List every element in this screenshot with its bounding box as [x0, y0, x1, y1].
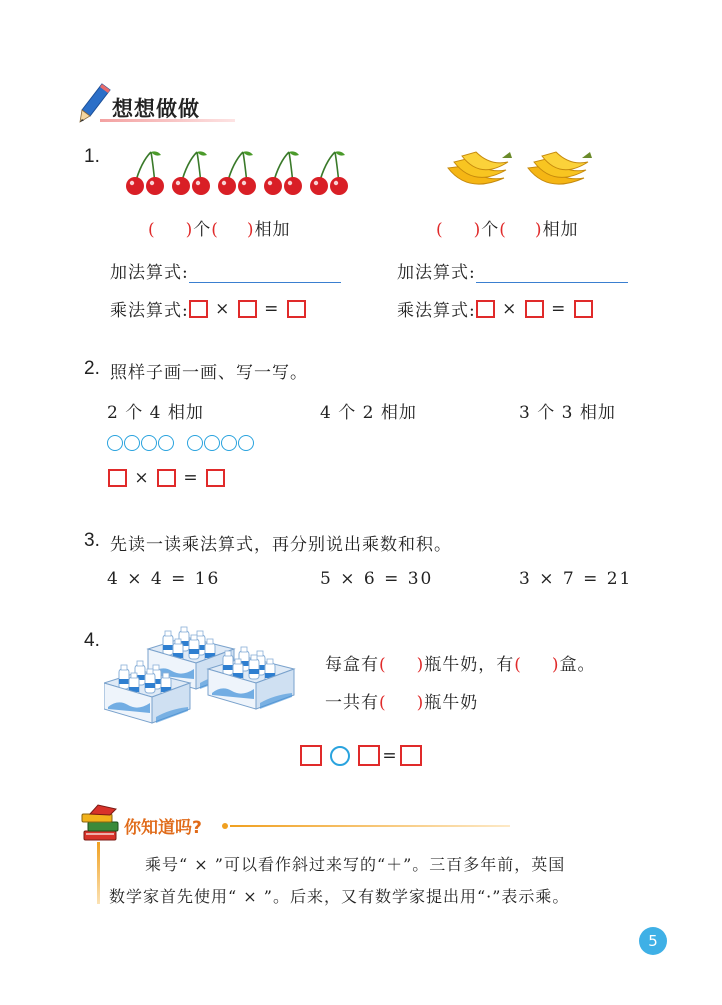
ge-label: 个	[193, 220, 212, 240]
q3-instruction: 先读一读乘法算式，再分别说出乘数和积。	[110, 535, 452, 555]
books-icon	[80, 803, 122, 845]
tip-title-dot	[222, 823, 228, 829]
q1-number: 1.	[84, 146, 100, 167]
q4-text: 每盒有	[325, 655, 379, 675]
pencil-icon	[78, 82, 112, 124]
circle-mark	[187, 435, 203, 451]
paren-open: (	[436, 220, 444, 240]
paren-open: (	[211, 220, 219, 240]
ge-label: 个	[481, 220, 500, 240]
paren-open: (	[379, 655, 387, 675]
equals-sign: =	[183, 467, 199, 488]
paren-open: (	[379, 693, 387, 713]
q3-equation-1: 4 × 4 = 16	[107, 569, 221, 589]
paren-close: )	[246, 220, 255, 240]
paren-close: )	[473, 220, 482, 240]
equals-sign: =	[382, 745, 398, 766]
answer-box[interactable]	[206, 469, 225, 487]
q2-instruction: 照样子画一画、写一写。	[110, 363, 308, 383]
times-sign: ×	[215, 298, 231, 319]
q1-right-count-line	[436, 215, 579, 240]
bananas-image	[444, 148, 594, 196]
q4-number: 4.	[84, 630, 100, 651]
q4-text: 一共有	[325, 693, 379, 713]
circle-mark	[221, 435, 237, 451]
milk-crates-image	[104, 625, 296, 731]
answer-box[interactable]	[287, 300, 306, 318]
q3-equation-3: 3 × 7 = 21	[519, 569, 633, 589]
paren-close: )	[185, 220, 194, 240]
q1-right-mul-line	[397, 296, 593, 321]
circle-mark	[158, 435, 174, 451]
answer-box[interactable]	[525, 300, 544, 318]
add-formula-label: 加法算式:	[397, 263, 476, 283]
q1-left-mul-line	[110, 296, 306, 321]
mul-formula-label: 乘法算式:	[110, 301, 189, 321]
q4-text: 盒。	[559, 655, 596, 675]
q2-circle-drawing	[107, 432, 255, 451]
q2-equation-boxes	[108, 467, 225, 488]
paren-close: )	[416, 655, 425, 675]
q3-equation-2: 5 × 6 = 30	[320, 569, 434, 589]
circle-mark	[107, 435, 123, 451]
paren-open: (	[514, 655, 522, 675]
circle-mark	[141, 435, 157, 451]
equals-sign: =	[551, 298, 567, 319]
answer-box[interactable]	[476, 300, 495, 318]
add-formula-blank[interactable]	[476, 266, 628, 283]
page-title: 想想做做	[112, 97, 200, 121]
circle-mark	[238, 435, 254, 451]
page-number: 5	[639, 927, 667, 955]
q1-left-add-line	[110, 258, 341, 283]
q2-item-1: 2 个 4 相加	[107, 403, 204, 423]
operator-circle[interactable]	[330, 746, 350, 766]
add-formula-label: 加法算式:	[110, 263, 189, 283]
q4-text: 瓶牛奶，有	[424, 655, 515, 675]
circle-mark	[204, 435, 220, 451]
q3-number: 3.	[84, 530, 100, 551]
q4-line-1	[325, 650, 596, 675]
xiangjia-label: 相加	[254, 220, 291, 240]
q1-left-count-line	[148, 215, 291, 240]
tip-side-bar	[97, 842, 100, 904]
q4-text: 瓶牛奶	[424, 693, 479, 713]
times-sign: ×	[134, 467, 150, 488]
paren-open: (	[148, 220, 156, 240]
add-formula-blank[interactable]	[189, 266, 341, 283]
circle-mark	[124, 435, 140, 451]
q4-line-2	[325, 688, 478, 713]
q2-item-3: 3 个 3 相加	[519, 403, 616, 423]
q1-right-add-line	[397, 258, 628, 283]
equals-sign: =	[264, 298, 280, 319]
answer-box[interactable]	[238, 300, 257, 318]
answer-box[interactable]	[574, 300, 593, 318]
paren-open: (	[499, 220, 507, 240]
xiangjia-label: 相加	[542, 220, 579, 240]
answer-box[interactable]	[358, 745, 380, 766]
tip-title: 你知道吗?	[124, 818, 202, 838]
tip-line-1: 乘号“ × ”可以看作斜过来写的“＋”。三百多年前，英国	[145, 855, 566, 874]
q2-item-2: 4 个 2 相加	[320, 403, 417, 423]
paren-close: )	[416, 693, 425, 713]
answer-box[interactable]	[157, 469, 176, 487]
answer-box[interactable]	[108, 469, 127, 487]
mul-formula-label: 乘法算式:	[397, 301, 476, 321]
q2-number: 2.	[84, 358, 100, 379]
answer-box[interactable]	[189, 300, 208, 318]
answer-box[interactable]	[300, 745, 322, 766]
times-sign: ×	[502, 298, 518, 319]
paren-close: )	[534, 220, 543, 240]
tip-title-line	[230, 825, 510, 827]
paren-close: )	[551, 655, 560, 675]
cherries-image	[125, 148, 355, 198]
tip-line-2: 数学家首先使用“ × ”。后来，又有数学家提出用“·”表示乘。	[109, 887, 570, 906]
q4-equation	[300, 745, 422, 766]
answer-box[interactable]	[400, 745, 422, 766]
